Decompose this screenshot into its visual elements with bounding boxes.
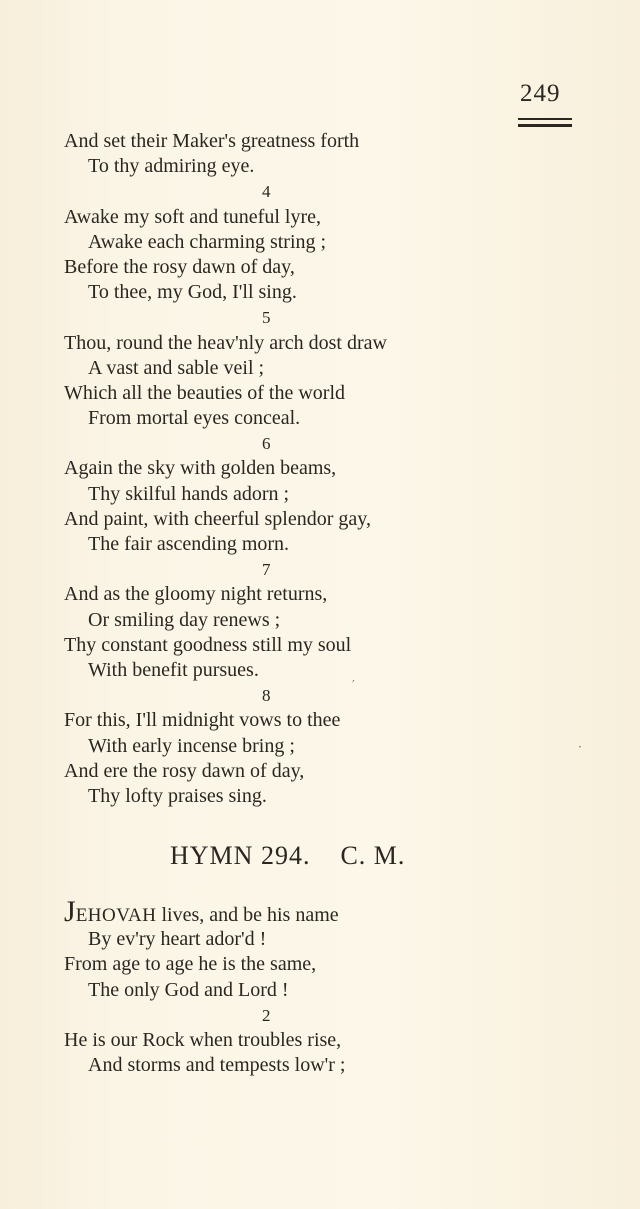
- verse-line: By ev'ry heart ador'd !: [88, 928, 267, 951]
- stanza-number: 7: [262, 560, 271, 580]
- verse-line: To thee, my God, I'll sing.: [88, 281, 297, 304]
- verse-line: Thou, round the heav'nly arch dost draw: [64, 331, 387, 354]
- verse-line: Before the rosy dawn of day,: [64, 255, 295, 278]
- page-number: 249: [520, 80, 561, 107]
- verse-line: Which all the beauties of the world: [64, 381, 346, 404]
- stanza-number: 5: [262, 308, 271, 328]
- verse-line: From mortal eyes conceal.: [88, 407, 301, 430]
- print-mark: ′: [352, 678, 355, 692]
- stanza-number: 8: [262, 686, 271, 706]
- verse-line: Thy lofty praises sing.: [88, 784, 267, 807]
- hymn-294-text: [0, 895, 640, 1078]
- hymn-heading: [170, 841, 405, 871]
- verse-line: [0, 895, 640, 928]
- hymn-continuation-text: [0, 129, 640, 809]
- print-speck: ·: [578, 740, 582, 754]
- verse-line: And storms and tempests low'r ;: [88, 1054, 346, 1077]
- verse-line: The only God and Lord !: [88, 978, 289, 1001]
- verse-line: For this, I'll midnight vows to thee: [64, 709, 341, 732]
- stanza-number: 2: [262, 1005, 271, 1025]
- hymn-meter: C. M.: [340, 841, 406, 870]
- stanza-number: 6: [262, 434, 271, 454]
- verse-line: From age to age he is the same,: [64, 953, 317, 976]
- first-word-caps: EHOVAH: [75, 905, 157, 926]
- hymn-title: HYMN 294.: [170, 841, 311, 870]
- verse-line: Awake my soft and tuneful lyre,: [64, 205, 321, 228]
- verse-line: And set their Maker's greatness forth: [64, 130, 360, 152]
- verse-line: To thy admiring eye.: [88, 155, 255, 178]
- first-line-rest: lives, and be his name: [156, 904, 339, 926]
- verse-line: And paint, with cheerful splendor gay,: [64, 507, 371, 530]
- verse-line: He is our Rock when troubles rise,: [64, 1028, 342, 1051]
- header-rule-thin: [518, 118, 572, 120]
- verse-line: Thy constant goodness still my soul: [64, 633, 352, 656]
- header-rule-thick: [518, 124, 572, 127]
- stanza-number: 4: [262, 182, 271, 202]
- verse-line: And ere the rosy dawn of day,: [64, 759, 305, 782]
- drop-cap: J: [64, 895, 76, 928]
- verse-line: And as the gloomy night returns,: [64, 583, 328, 606]
- verse-line: Or smiling day renews ;: [88, 608, 281, 631]
- verse-line: With benefit pursues.: [88, 658, 259, 681]
- verse-line: Again the sky with golden beams,: [64, 457, 337, 480]
- verse-line: Awake each charming string ;: [88, 230, 327, 253]
- verse-line: Thy skilful hands adorn ;: [88, 482, 290, 505]
- verse-line: A vast and sable veil ;: [88, 356, 265, 379]
- verse-line: The fair ascending morn.: [88, 533, 290, 555]
- verse-line: With early incense bring ;: [88, 734, 295, 757]
